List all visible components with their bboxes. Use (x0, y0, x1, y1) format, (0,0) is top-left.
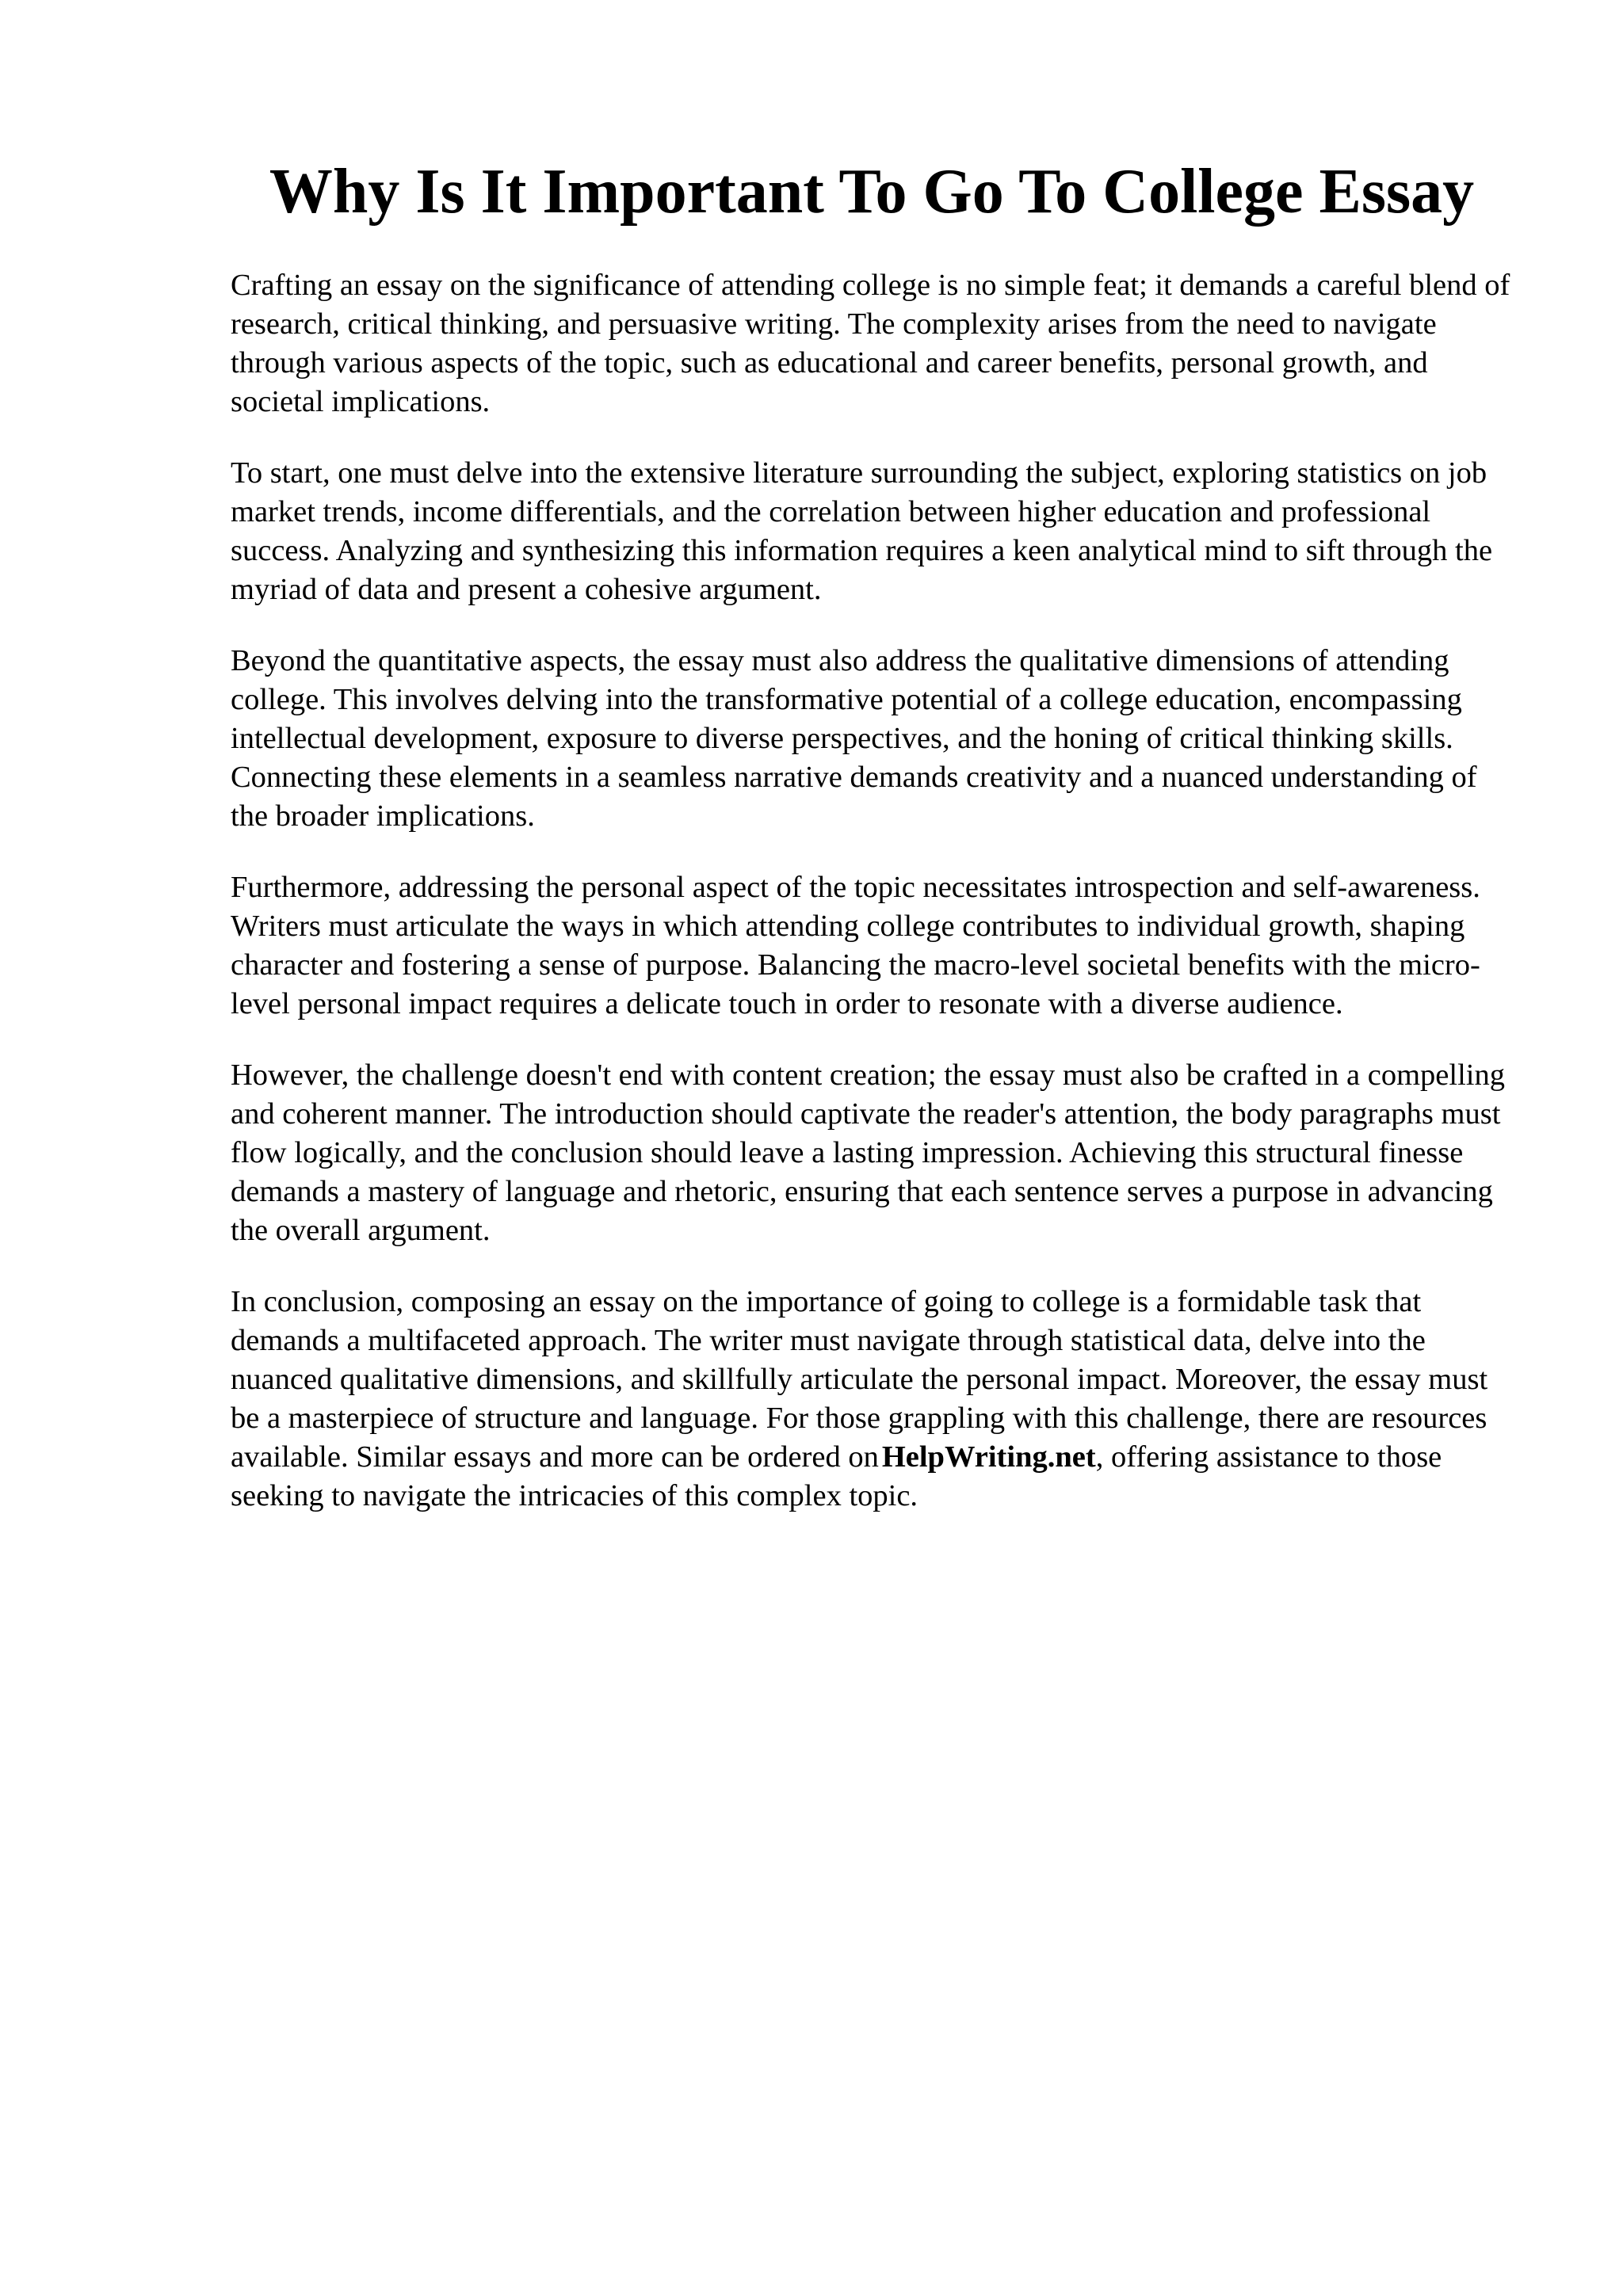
conclusion-text: In conclusion, composing an essay on the importance of going to college is a formidable task that demands a multifaceted approach. The writer must navigate through statistical data, delve into the nuanced qualitative dimensions, and skillfully articulate the personal impact. Moreover, the essay must be a masterpiece of structure and language. For those grappling with this challenge, there are resources available. Similar essays and more can be ordered on (231, 1285, 1488, 1474)
document-body (231, 266, 1514, 1548)
paragraph-research: To start, one must delve into the extensive literature surrounding the subject, exploring statistics on job market trends, income differentials, and the correlation between higher education and professional success. Analyzing and synthesizing this information requires a keen analytical mind to sift through the myriad of data and present a cohesive argument. (231, 456, 1493, 606)
paragraph-intro: Crafting an essay on the significance of attending college is no simple feat; it demands a careful blend of research, critical thinking, and persuasive writing. The complexity arises from the need to navigate through various aspects of the topic, such as educational and career benefits, personal growth, and societal implications. (231, 269, 1510, 418)
conclusion-text-end: , offering assistance to those seeking to navigate the intricacies of this complex topic. (231, 1440, 1442, 1512)
paragraph-conclusion (231, 1283, 1514, 1516)
paragraph-personal: Furthermore, addressing the personal aspect of the topic necessitates introspection and self-awareness. Writers must articulate the ways in which attending college contributes to individual growth, shaping character and fostering a sense of purpose. Balancing the macro-level societal benefits with the micro-level personal impact requires a delicate touch in order to resonate with a diverse audience. (231, 871, 1480, 1020)
paragraph-qualitative: Beyond the quantitative aspects, the essay must also address the qualitative dimensions of attending college. This involves delving into the transformative potential of a college education, encompassing intellectual development, exposure to diverse perspectives, and the honing of critical thinking skills. Connecting these elements in a seamless narrative demands creativity and a nuanced understanding of the broader implications. (231, 644, 1477, 833)
helpwriting-link[interactable]: HelpWriting.net (881, 1440, 1096, 1474)
paragraph-structure: However, the challenge doesn't end with content creation; the essay must also be crafted in a compelling and coherent manner. The introduction should captivate the reader's attention, the body paragraphs must flow logically, and the conclusion should leave a lasting impression. Achieving this structural finesse demands a mastery of language and rhetoric, ensuring that each sentence serves a purpose in advancing the overall argument. (231, 1058, 1505, 1247)
document-title: Why Is It Important To Go To College Essay (269, 157, 1475, 227)
